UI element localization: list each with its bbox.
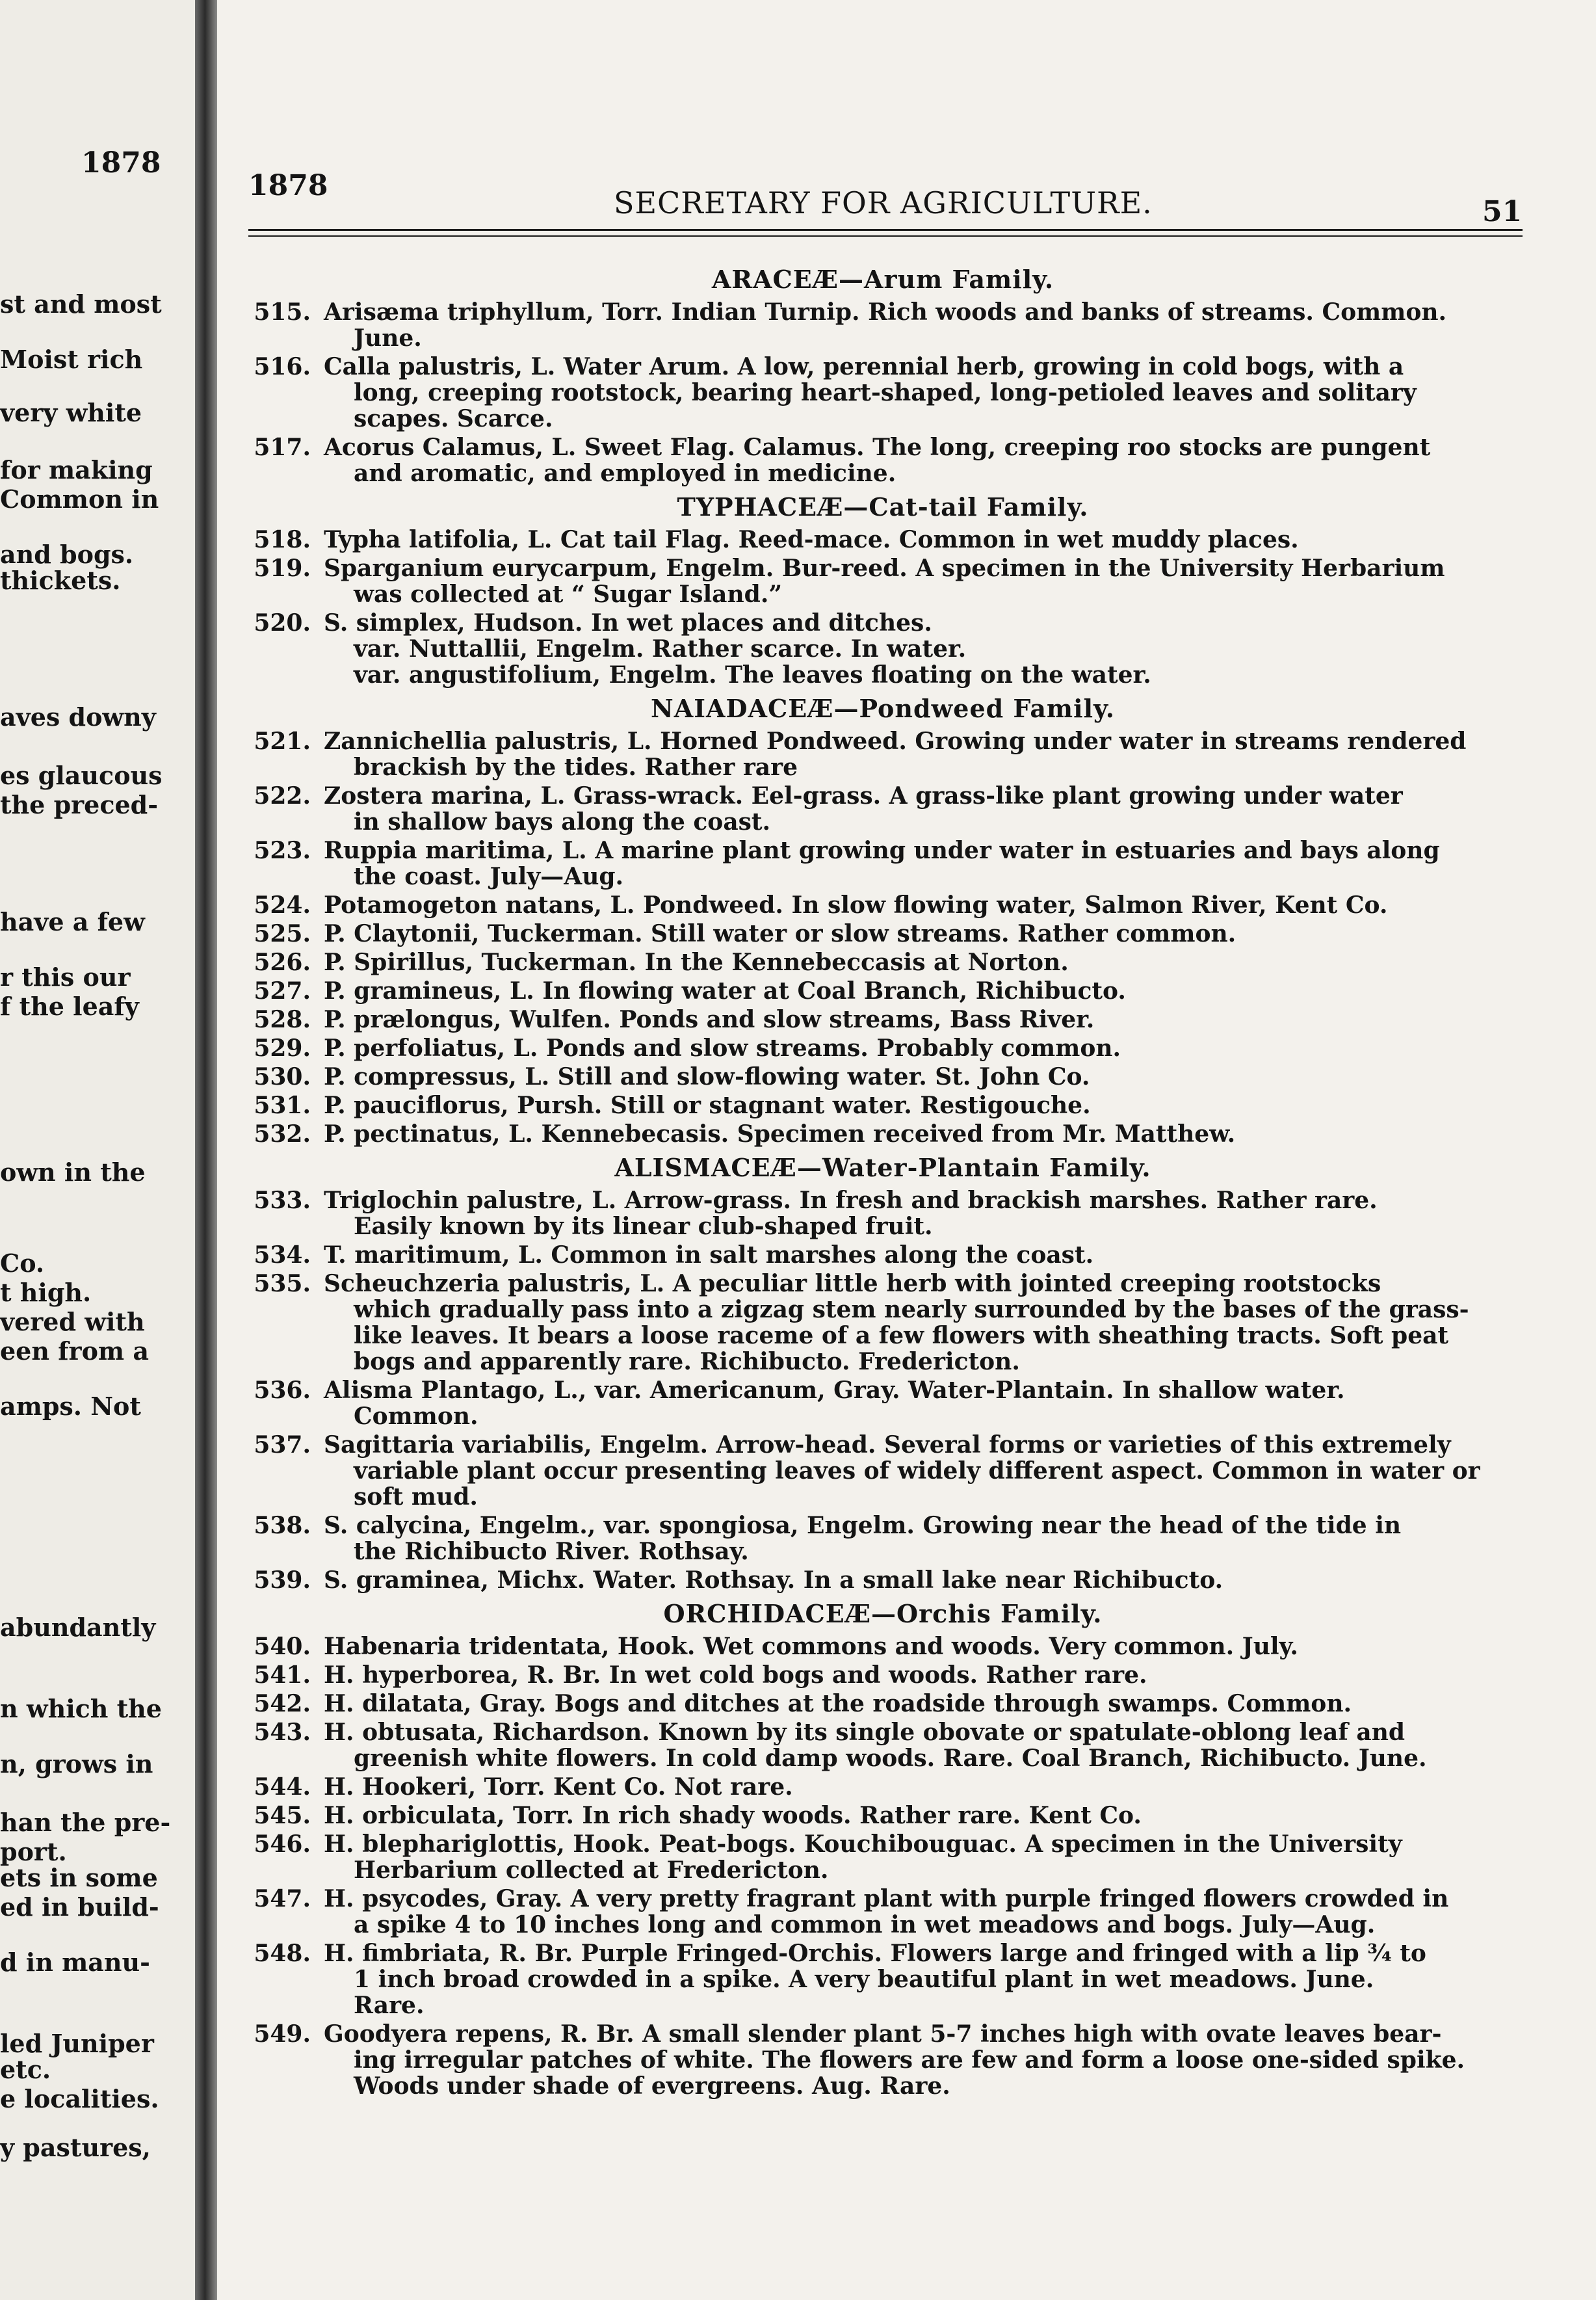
page-title: SECRETARY FOR AGRICULTURE.	[614, 185, 1153, 220]
species-entry	[233, 1513, 1533, 1565]
entry-text-line: S. simplex, Hudson. In wet places and ditches.	[324, 609, 932, 637]
entry-number: 540.	[254, 1633, 311, 1660]
left-page-line: thickets.	[0, 566, 121, 595]
page-year: 1878	[248, 169, 328, 202]
book-gutter	[195, 0, 217, 2300]
entry-number: 527.	[254, 977, 311, 1005]
entry-text-line: scapes. Scarce.	[354, 405, 553, 432]
entry-text-line: P. pauciflorus, Pursh. Still or stagnant water. Restigouche.	[324, 1092, 1091, 1119]
entry-number: 546.	[254, 1831, 311, 1858]
species-list	[233, 259, 1533, 2102]
species-entry	[233, 1121, 1533, 1147]
left-page-line: port.	[0, 1837, 67, 1866]
left-page-line: ed in build-	[0, 1892, 159, 1922]
entry-text-line: in shallow bays along the coast.	[354, 808, 771, 836]
left-page-line: een from a	[0, 1336, 149, 1366]
left-page-line: es glaucous	[0, 761, 163, 790]
entry-text-line: brackish by the tides. Rather rare	[354, 754, 798, 781]
species-entry	[233, 555, 1533, 607]
entry-number: 521.	[254, 728, 311, 755]
page-number: 51	[1482, 195, 1523, 228]
species-entry	[233, 838, 1533, 890]
entry-text-line: P. Claytonii, Tuckerman. Still water or slow streams. Rather common.	[324, 920, 1236, 947]
entry-text-line: Arisæma triphyllum, Torr. Indian Turnip. Rich woods and banks of streams. Common.	[324, 298, 1447, 326]
left-page-line: aves downy	[0, 702, 156, 732]
entry-number: 548.	[254, 1940, 311, 1967]
entry-number: 532.	[254, 1120, 311, 1148]
left-page-line: r this our	[0, 962, 131, 992]
left-page-year: 1878	[81, 146, 161, 179]
species-entry	[233, 1377, 1533, 1429]
entry-text-line: ing irregular patches of white. The flowers are few and form a loose one-sided spike.	[354, 2046, 1465, 2074]
left-page-line: led Juniper	[0, 2029, 154, 2058]
entry-text-line: P. prælongus, Wulfen. Ponds and slow streams, Bass River.	[324, 1006, 1095, 1033]
species-entry	[233, 1774, 1533, 1800]
entry-text-line: var. angustifolium, Engelm. The leaves floating on the water.	[354, 661, 1151, 689]
left-page-line: own in the	[0, 1157, 146, 1187]
entry-text-line: Acorus Calamus, L. Sweet Flag. Calamus. The long, creeping roo stocks are pungent	[324, 434, 1431, 461]
left-page-line: n which the	[0, 1694, 162, 1723]
left-page-line: abundantly	[0, 1613, 156, 1642]
entry-text-line: Rare.	[354, 1992, 425, 2019]
entry-text-line: was collected at “ Sugar Island.”	[354, 581, 783, 608]
species-entry	[233, 949, 1533, 975]
species-entry	[233, 728, 1533, 780]
species-entry	[233, 1432, 1533, 1510]
entry-number: 530.	[254, 1063, 311, 1091]
entry-text-line: P. Spirillus, Tuckerman. In the Kennebeccasis at Norton.	[324, 949, 1069, 976]
species-entry	[233, 921, 1533, 947]
species-entry	[233, 527, 1533, 553]
left-page-line: have a few	[0, 907, 145, 936]
species-entry	[233, 1035, 1533, 1061]
entry-text-line: Calla palustris, L. Water Arum. A low, perennial herb, growing in cold bogs, with a	[324, 353, 1404, 380]
family-heading: NAIADACEÆ—Pondweed Family.	[651, 694, 1115, 723]
entry-number: 549.	[254, 2020, 311, 2048]
species-entry	[233, 892, 1533, 918]
left-page-line: amps. Not	[0, 1392, 141, 1421]
species-entry	[233, 1271, 1533, 1375]
left-page-line: the preced-	[0, 790, 159, 819]
species-entry	[233, 1831, 1533, 1883]
entry-text-line: a spike 4 to 10 inches long and common in wet meadows and bogs. July—Aug.	[354, 1911, 1376, 1938]
entry-text-line: which gradually pass into a zigzag stem nearly surrounded by the bases of the grass-	[354, 1296, 1469, 1323]
species-entry	[233, 1940, 1533, 2018]
entry-text-line: Goodyera repens, R. Br. A small slender plant 5-7 inches high with ovate leaves bear-	[324, 2020, 1442, 2048]
entry-text-line: Herbarium collected at Fredericton.	[354, 1857, 829, 1884]
species-entry	[233, 1719, 1533, 1771]
entry-text-line: H. Hookeri, Torr. Kent Co. Not rare.	[324, 1773, 793, 1801]
entry-number: 545.	[254, 1802, 311, 1829]
entry-text-line: the coast. July—Aug.	[354, 863, 624, 890]
entry-number: 539.	[254, 1566, 311, 1594]
species-entry	[233, 1242, 1533, 1268]
entry-text-line: P. compressus, L. Still and slow-flowing water. St. John Co.	[324, 1063, 1090, 1091]
entry-number: 516.	[254, 353, 311, 380]
entry-text-line: Common.	[354, 1403, 478, 1430]
entry-number: 525.	[254, 920, 311, 947]
left-page-line: t high.	[0, 1278, 92, 1307]
entry-text-line: Zannichellia palustris, L. Horned Pondweed. Growing under water in streams rendered	[324, 728, 1467, 755]
left-page-line: d in manu-	[0, 1948, 150, 1977]
species-entry	[233, 1662, 1533, 1688]
left-page-line: for making	[0, 455, 153, 484]
species-entry	[233, 610, 1533, 688]
entry-text-line: Typha latifolia, L. Cat tail Flag. Reed-mace. Common in wet muddy places.	[324, 526, 1299, 553]
entry-number: 515.	[254, 298, 311, 326]
left-page-line: and bogs.	[0, 540, 134, 569]
entry-text-line: soft mud.	[354, 1483, 478, 1511]
entry-text-line: H. dilatata, Gray. Bogs and ditches at the roadside through swamps. Common.	[324, 1690, 1352, 1717]
family-heading: ALISMACEÆ—Water-Plantain Family.	[614, 1153, 1151, 1182]
header-rule-top	[248, 229, 1523, 231]
entry-text-line: var. Nuttallii, Engelm. Rather scarce. In water.	[354, 635, 967, 663]
entry-number: 536.	[254, 1377, 311, 1404]
entry-text-line: Ruppia maritima, L. A marine plant growing under water in estuaries and bays along	[324, 837, 1440, 864]
species-entry	[233, 783, 1533, 835]
left-page-line: very white	[0, 398, 142, 427]
entry-number: 542.	[254, 1690, 311, 1717]
entry-number: 529.	[254, 1035, 311, 1062]
entry-number: 547.	[254, 1885, 311, 1912]
entry-text-line: Zostera marina, L. Grass-wrack. Eel-grass. A grass-like plant growing under water	[324, 782, 1403, 810]
species-entry	[233, 978, 1533, 1004]
left-page-line: st and most	[0, 289, 162, 319]
entry-text-line: bogs and apparently rare. Richibucto. Fredericton.	[354, 1348, 1020, 1375]
species-entry	[233, 354, 1533, 432]
left-page-fragment	[0, 0, 195, 2300]
entry-text-line: Potamogeton natans, L. Pondweed. In slow flowing water, Salmon River, Kent Co.	[324, 892, 1388, 919]
left-page-line: Moist rich	[0, 345, 143, 374]
family-heading: TYPHACEÆ—Cat-tail Family.	[677, 492, 1089, 522]
species-entry	[233, 1633, 1533, 1659]
species-entry	[233, 1567, 1533, 1593]
species-entry	[233, 1092, 1533, 1118]
main-page	[217, 0, 1596, 2300]
family-heading: ORCHIDACEÆ—Orchis Family.	[663, 1599, 1103, 1628]
entry-text-line: variable plant occur presenting leaves of widely different aspect. Common in water or	[354, 1457, 1480, 1485]
left-page-line: f the leafy	[0, 992, 139, 1021]
entry-text-line: H. psycodes, Gray. A very pretty fragrant plant with purple fringed flowers crowded in	[324, 1885, 1449, 1912]
left-page-line: Co.	[0, 1249, 45, 1278]
entry-text-line: S. graminea, Michx. Water. Rothsay. In a small lake near Richibucto.	[324, 1566, 1223, 1594]
species-entry	[233, 2021, 1533, 2099]
entry-text-line: Sagittaria variabilis, Engelm. Arrow-head. Several forms or varieties of this extremely	[324, 1431, 1451, 1459]
entry-number: 543.	[254, 1719, 311, 1746]
entry-text-line: Easily known by its linear club-shaped fruit.	[354, 1213, 933, 1240]
entry-number: 533.	[254, 1187, 311, 1214]
entry-text-line: H. blephariglottis, Hook. Peat-bogs. Kouchibouguac. A specimen in the University	[324, 1831, 1402, 1858]
entry-text-line: greenish white flowers. In cold damp woods. Rare. Coal Branch, Richibucto. June.	[354, 1745, 1427, 1772]
entry-number: 544.	[254, 1773, 311, 1801]
entry-number: 541.	[254, 1661, 311, 1689]
entry-text-line: P. gramineus, L. In flowing water at Coal Branch, Richibucto.	[324, 977, 1126, 1005]
species-entry	[233, 299, 1533, 351]
species-entry	[233, 1691, 1533, 1717]
entry-text-line: H. hyperborea, R. Br. In wet cold bogs and woods. Rather rare.	[324, 1661, 1147, 1689]
left-page-line: vered with	[0, 1307, 145, 1336]
entry-number: 526.	[254, 949, 311, 976]
entry-text-line: T. maritimum, L. Common in salt marshes along the coast.	[324, 1241, 1094, 1269]
entry-text-line: Habenaria tridentata, Hook. Wet commons and woods. Very common. July.	[324, 1633, 1298, 1660]
entry-text-line: the Richibucto River. Rothsay.	[354, 1538, 749, 1565]
left-page-line: n, grows in	[0, 1749, 153, 1778]
entry-text-line: H. orbiculata, Torr. In rich shady woods. Rather rare. Kent Co.	[324, 1802, 1142, 1829]
species-entry	[233, 1187, 1533, 1239]
entry-text-line: H. obtusata, Richardson. Known by its single obovate or spatulate-oblong leaf and	[324, 1719, 1406, 1746]
entry-number: 531.	[254, 1092, 311, 1119]
entry-number: 528.	[254, 1006, 311, 1033]
entry-text-line: and aromatic, and employed in medicine.	[354, 460, 896, 487]
left-page-line: etc.	[0, 2055, 51, 2084]
entry-text-line: like leaves. It bears a loose raceme of a few flowers with sheathing tracts. Soft peat	[354, 1322, 1449, 1349]
entry-text-line: Alisma Plantago, L., var. Americanum, Gray. Water-Plantain. In shallow water.	[324, 1377, 1345, 1404]
left-page-line: ets in some	[0, 1863, 158, 1892]
entry-text-line: long, creeping rootstock, bearing heart-shaped, long-petioled leaves and solitary	[354, 379, 1417, 406]
entry-number: 535.	[254, 1270, 311, 1297]
entry-text-line: H. fimbriata, R. Br. Purple Fringed-Orchis. Flowers large and fringed with a lip ¾ to	[324, 1940, 1426, 1967]
species-entry	[233, 434, 1533, 486]
entry-number: 517.	[254, 434, 311, 461]
entry-text-line: Woods under shade of evergreens. Aug. Rare.	[354, 2072, 950, 2100]
species-entry	[233, 1007, 1533, 1033]
entry-number: 537.	[254, 1431, 311, 1459]
entry-number: 522.	[254, 782, 311, 810]
entry-text-line: Triglochin palustre, L. Arrow-grass. In fresh and brackish marshes. Rather rare.	[324, 1187, 1378, 1214]
species-entry	[233, 1064, 1533, 1090]
entry-number: 518.	[254, 526, 311, 553]
species-entry	[233, 1803, 1533, 1829]
entry-text-line: Scheuchzeria palustris, L. A peculiar little herb with jointed creeping rootstocks	[324, 1270, 1381, 1297]
entry-text-line: 1 inch broad crowded in a spike. A very beautiful plant in wet meadows. June.	[354, 1966, 1374, 1993]
entry-number: 523.	[254, 837, 311, 864]
left-page-line: e localities.	[0, 2084, 159, 2113]
entry-number: 538.	[254, 1512, 311, 1539]
entry-number: 524.	[254, 892, 311, 919]
entry-text-line: S. calycina, Engelm., var. spongiosa, Engelm. Growing near the head of the tide in	[324, 1512, 1402, 1539]
entry-number: 520.	[254, 609, 311, 637]
header-rule-bottom	[248, 235, 1523, 237]
entry-number: 519.	[254, 555, 311, 582]
entry-text-line: June.	[354, 324, 422, 352]
species-entry	[233, 1886, 1533, 1938]
left-page-line: y pastures,	[0, 2133, 151, 2162]
left-page-line: han the pre-	[0, 1808, 171, 1837]
entry-text-line: P. perfoliatus, L. Ponds and slow streams. Probably common.	[324, 1035, 1121, 1062]
entry-text-line: Sparganium eurycarpum, Engelm. Bur-reed. A specimen in the University Herbarium	[324, 555, 1445, 582]
family-heading: ARACEÆ—Arum Family.	[711, 265, 1054, 294]
entry-text-line: P. pectinatus, L. Kennebecasis. Specimen received from Mr. Matthew.	[324, 1120, 1236, 1148]
left-page-line: Common in	[0, 484, 159, 514]
entry-number: 534.	[254, 1241, 311, 1269]
